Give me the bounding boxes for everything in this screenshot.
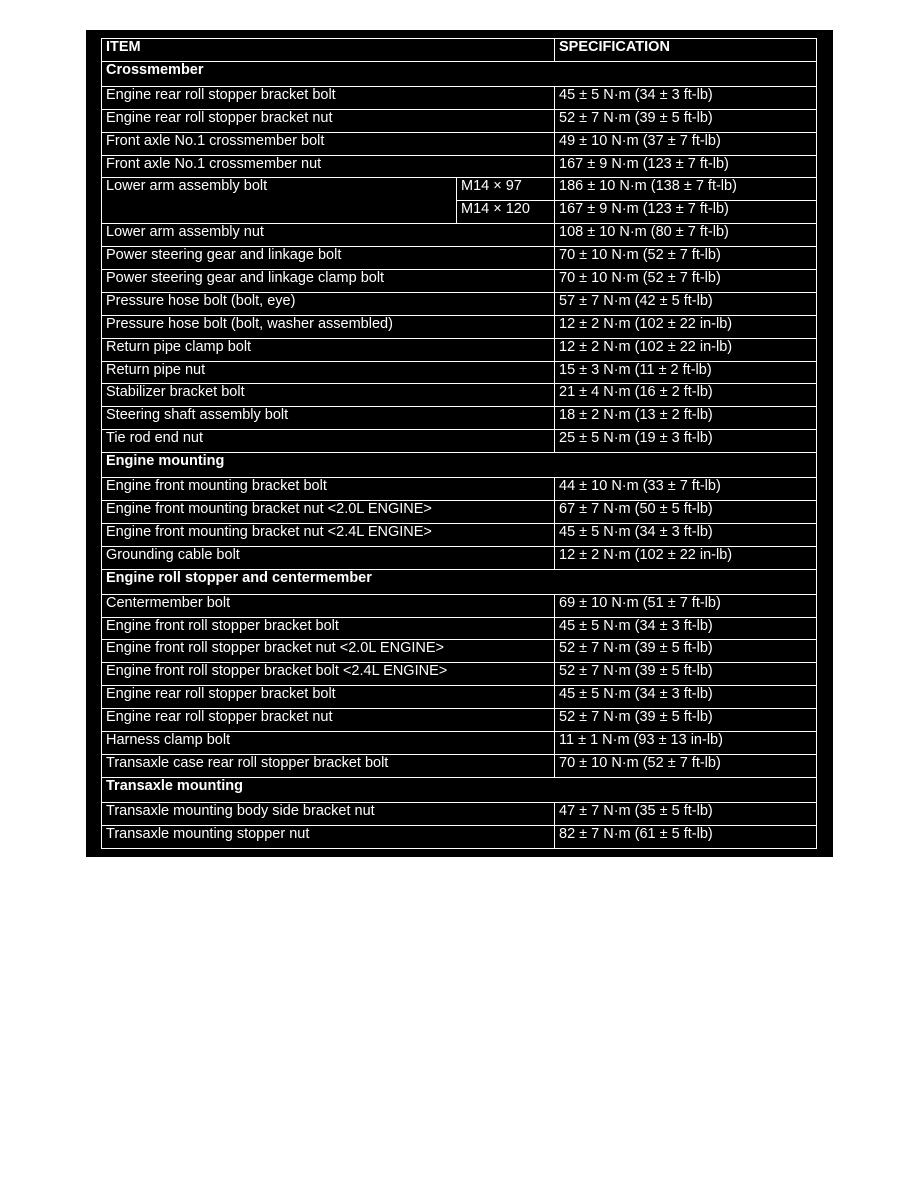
spec-cell: 45 ± 5 N·m (34 ± 3 ft-lb) [555, 86, 817, 109]
item-cell: Front axle No.1 crossmember bolt [102, 132, 555, 155]
item-cell: Steering shaft assembly bolt [102, 407, 555, 430]
item-cell: Engine front roll stopper bracket bolt [102, 617, 555, 640]
spec-cell: 45 ± 5 N·m (34 ± 3 ft-lb) [555, 686, 817, 709]
table-row [102, 270, 817, 293]
item-cell: Centermember bolt [102, 594, 555, 617]
table-row [102, 109, 817, 132]
item-cell: Engine rear roll stopper bracket nut [102, 109, 555, 132]
spec-cell: 12 ± 2 N·m (102 ± 22 in-lb) [555, 546, 817, 569]
table-row [102, 754, 817, 777]
spec-cell: 52 ± 7 N·m (39 ± 5 ft-lb) [555, 640, 817, 663]
table-row [102, 523, 817, 546]
table-row [102, 384, 817, 407]
table-row [102, 338, 817, 361]
section-title: Engine mounting [102, 453, 817, 478]
item-cell: Return pipe clamp bolt [102, 338, 555, 361]
spec-cell: 52 ± 7 N·m (39 ± 5 ft-lb) [555, 709, 817, 732]
torque-spec-table [101, 38, 817, 849]
table-row [102, 478, 817, 501]
spec-cell: 108 ± 10 N·m (80 ± 7 ft-lb) [555, 224, 817, 247]
column-header-item: ITEM [102, 39, 555, 62]
item-cell: Transaxle mounting body side bracket nut [102, 802, 555, 825]
spec-cell: 67 ± 7 N·m (50 ± 5 ft-lb) [555, 501, 817, 524]
table-row [102, 709, 817, 732]
item-cell: Transaxle case rear roll stopper bracket bolt [102, 754, 555, 777]
item-cell: Engine rear roll stopper bracket bolt [102, 86, 555, 109]
spec-cell: 47 ± 7 N·m (35 ± 5 ft-lb) [555, 802, 817, 825]
table-row [102, 361, 817, 384]
table-row [102, 247, 817, 270]
spec-cell: 18 ± 2 N·m (13 ± 2 ft-lb) [555, 407, 817, 430]
column-header-specification: SPECIFICATION [555, 39, 817, 62]
section-header-row [102, 569, 817, 594]
table-row [102, 86, 817, 109]
item-cell: Engine front mounting bracket bolt [102, 478, 555, 501]
item-cell: Tie rod end nut [102, 430, 555, 453]
table-row [102, 802, 817, 825]
spec-cell: 57 ± 7 N·m (42 ± 5 ft-lb) [555, 292, 817, 315]
item-cell: Engine rear roll stopper bracket nut [102, 709, 555, 732]
table-row [102, 501, 817, 524]
section-title: Transaxle mounting [102, 777, 817, 802]
table-row [102, 640, 817, 663]
spec-cell: 186 ± 10 N·m (138 ± 7 ft-lb) [555, 178, 817, 201]
item-cell: Engine rear roll stopper bracket bolt [102, 686, 555, 709]
spec-cell: 52 ± 7 N·m (39 ± 5 ft-lb) [555, 663, 817, 686]
spec-cell: 70 ± 10 N·m (52 ± 7 ft-lb) [555, 754, 817, 777]
spec-cell: 11 ± 1 N·m (93 ± 13 in-lb) [555, 732, 817, 755]
section-header-row [102, 777, 817, 802]
spec-cell: 167 ± 9 N·m (123 ± 7 ft-lb) [555, 201, 817, 224]
spec-cell: 70 ± 10 N·m (52 ± 7 ft-lb) [555, 270, 817, 293]
item-cell: Engine front mounting bracket nut <2.0L ENGINE> [102, 501, 555, 524]
spec-cell: 25 ± 5 N·m (19 ± 3 ft-lb) [555, 430, 817, 453]
spec-cell: 82 ± 7 N·m (61 ± 5 ft-lb) [555, 825, 817, 848]
item-cell: Front axle No.1 crossmember nut [102, 155, 555, 178]
table-row [102, 663, 817, 686]
item-cell: Lower arm assembly bolt [102, 178, 457, 224]
spec-cell: 15 ± 3 N·m (11 ± 2 ft-lb) [555, 361, 817, 384]
size-cell: M14 × 120 [457, 201, 555, 224]
item-cell: Engine front roll stopper bracket bolt <2.4L ENGINE> [102, 663, 555, 686]
section-title: Crossmember [102, 61, 817, 86]
table-row [102, 686, 817, 709]
spec-cell: 49 ± 10 N·m (37 ± 7 ft-lb) [555, 132, 817, 155]
table-row [102, 430, 817, 453]
table-row [102, 132, 817, 155]
spec-cell: 45 ± 5 N·m (34 ± 3 ft-lb) [555, 617, 817, 640]
spec-cell: 21 ± 4 N·m (16 ± 2 ft-lb) [555, 384, 817, 407]
spec-table-body [102, 39, 817, 849]
table-row [102, 732, 817, 755]
item-cell: Pressure hose bolt (bolt, eye) [102, 292, 555, 315]
table-row [102, 315, 817, 338]
table-row [102, 407, 817, 430]
spec-cell: 12 ± 2 N·m (102 ± 22 in-lb) [555, 338, 817, 361]
item-cell: Return pipe nut [102, 361, 555, 384]
item-cell: Stabilizer bracket bolt [102, 384, 555, 407]
spec-table-panel [86, 30, 833, 857]
section-header-row [102, 61, 817, 86]
item-cell: Harness clamp bolt [102, 732, 555, 755]
size-cell: M14 × 97 [457, 178, 555, 201]
item-cell: Grounding cable bolt [102, 546, 555, 569]
spec-cell: 70 ± 10 N·m (52 ± 7 ft-lb) [555, 247, 817, 270]
item-cell: Engine front roll stopper bracket nut <2.0L ENGINE> [102, 640, 555, 663]
item-cell: Power steering gear and linkage clamp bolt [102, 270, 555, 293]
spec-cell: 52 ± 7 N·m (39 ± 5 ft-lb) [555, 109, 817, 132]
table-row [102, 178, 817, 201]
table-row [102, 617, 817, 640]
table-row [102, 155, 817, 178]
header-row [102, 39, 817, 62]
item-cell: Power steering gear and linkage bolt [102, 247, 555, 270]
table-row [102, 825, 817, 848]
spec-cell: 12 ± 2 N·m (102 ± 22 in-lb) [555, 315, 817, 338]
table-row [102, 546, 817, 569]
item-cell: Transaxle mounting stopper nut [102, 825, 555, 848]
spec-cell: 167 ± 9 N·m (123 ± 7 ft-lb) [555, 155, 817, 178]
section-title: Engine roll stopper and centermember [102, 569, 817, 594]
table-row [102, 224, 817, 247]
section-header-row [102, 453, 817, 478]
item-cell: Lower arm assembly nut [102, 224, 555, 247]
item-cell: Pressure hose bolt (bolt, washer assembled) [102, 315, 555, 338]
spec-cell: 45 ± 5 N·m (34 ± 3 ft-lb) [555, 523, 817, 546]
spec-cell: 69 ± 10 N·m (51 ± 7 ft-lb) [555, 594, 817, 617]
table-row [102, 292, 817, 315]
spec-cell: 44 ± 10 N·m (33 ± 7 ft-lb) [555, 478, 817, 501]
item-cell: Engine front mounting bracket nut <2.4L ENGINE> [102, 523, 555, 546]
table-row [102, 594, 817, 617]
